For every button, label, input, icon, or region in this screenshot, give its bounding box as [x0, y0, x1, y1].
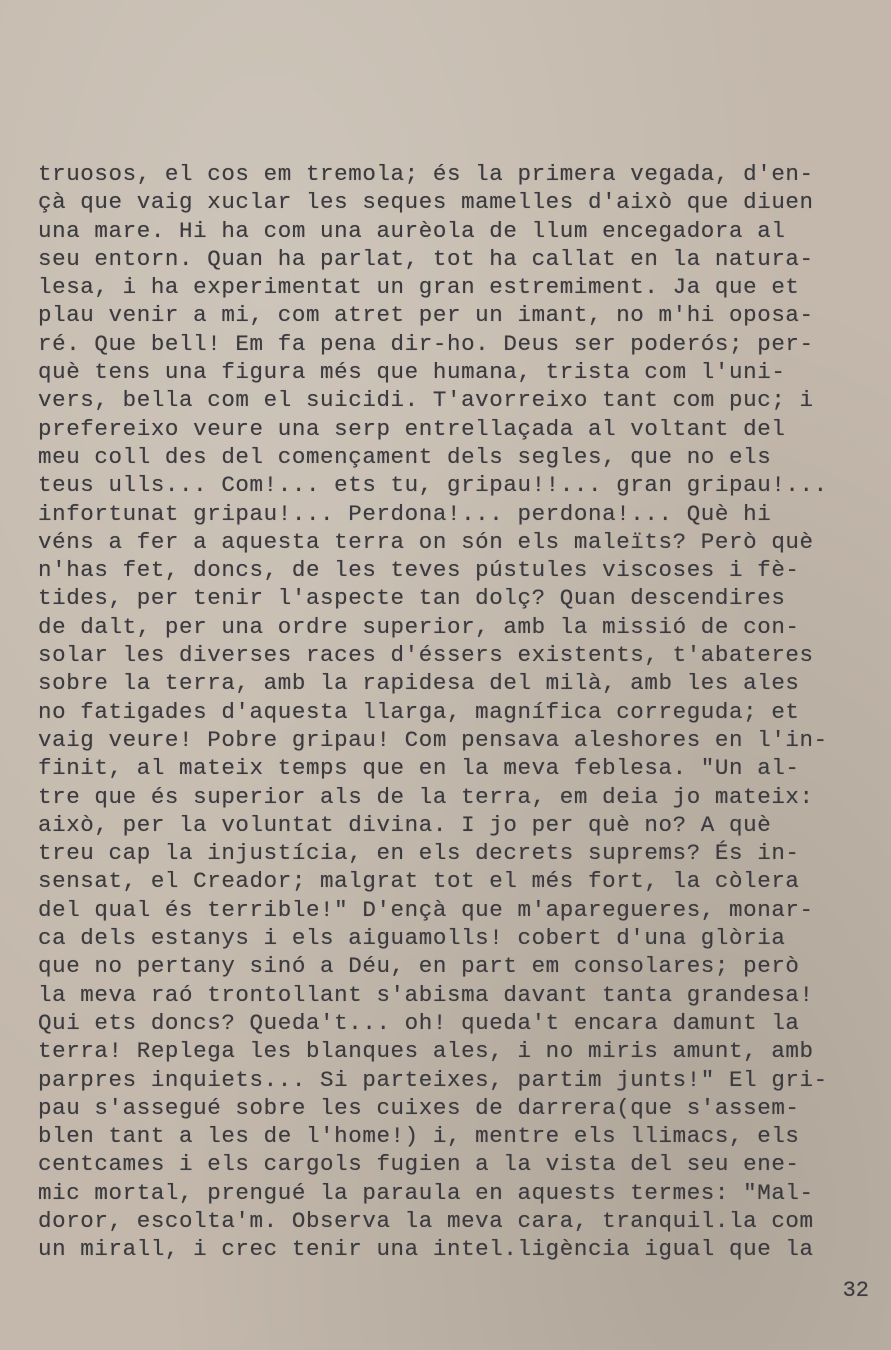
text-line: çà que vaig xuclar les seques mamelles d'això que diuen — [38, 189, 814, 216]
text-line: la meva raó trontollant s'abisma davant tanta grandesa! — [38, 981, 814, 1008]
text-line: vers, bella com el suicidi. T'avorreixo tant com puc; i — [38, 387, 814, 414]
text-line: tre que és superior als de la terra, em deia jo mateix: — [38, 783, 814, 810]
text-line: véns a fer a aquesta terra on són els maleïts? Però què — [38, 528, 814, 555]
text-line: treu cap la injustícia, en els decrets suprems? És in- — [38, 840, 800, 867]
text-line: truosos, el cos em tremola; és la primera vegada, d'en- — [38, 161, 814, 187]
text-line: ré. Que bell! Em fa pena dir-ho. Deus ser poderós; per- — [38, 330, 814, 357]
text-line: lesa, i ha experimentat un gran estremiment. Ja que et — [38, 274, 800, 301]
text-line: terra! Replega les blanques ales, i no miris amunt, amb — [38, 1038, 814, 1065]
text-line: plau venir a mi, com atret per un imant, no m'hi oposa- — [38, 302, 814, 329]
text-line: seu entorn. Quan ha parlat, tot ha callat en la natura- — [38, 245, 814, 272]
text-line: centcames i els cargols fugien a la vista del seu ene- — [38, 1151, 800, 1178]
text-line: que no pertany sinó a Déu, en part em consolares; però — [38, 953, 800, 980]
text-line: sobre la terra, amb la rapidesa del milà, amb les ales — [38, 670, 800, 697]
page-number: 32 — [842, 1278, 869, 1303]
text-line: què tens una figura més que humana, trista com l'uni- — [38, 359, 786, 386]
text-line: mic mortal, prengué la paraula en aquests termes: "Mal- — [38, 1179, 814, 1206]
text-line: això, per la voluntat divina. I jo per què no? A què — [38, 811, 772, 838]
text-line: infortunat gripau!... Perdona!... perdona!... Què hi — [38, 500, 772, 527]
text-line: prefereixo veure una serp entrellaçada al voltant del — [38, 415, 786, 442]
text-line: finit, al mateix temps que en la meva feblesa. "Un al- — [38, 755, 800, 782]
text-line: pau s'assegué sobre les cuixes de darrera(que s'assem- — [38, 1094, 800, 1121]
text-line: parpres inquiets... Si parteixes, partim junts!" El gri- — [38, 1066, 828, 1093]
text-line: no fatigades d'aquesta llarga, magnífica correguda; et — [38, 698, 800, 725]
text-line: Qui ets doncs? Queda't... oh! queda't encara damunt la — [38, 1009, 800, 1036]
text-line: tides, per tenir l'aspecte tan dolç? Quan descendires — [38, 585, 786, 612]
text-line: sensat, el Creador; malgrat tot el més fort, la còlera — [38, 868, 800, 895]
text-line: ca dels estanys i els aiguamolls! cobert d'una glòria — [38, 925, 786, 952]
text-line: doror, escolta'm. Observa la meva cara, tranquil.la com — [38, 1207, 814, 1234]
typewritten-text — [38, 160, 878, 1264]
text-line: una mare. Hi ha com una aurèola de llum encegadora al — [38, 217, 786, 244]
text-line: n'has fet, doncs, de les teves pústules viscoses i fè- — [38, 557, 800, 584]
text-line: blen tant a les de l'home!) i, mentre els llimacs, els — [38, 1123, 800, 1150]
text-line: del qual és terrible!" D'ençà que m'aparegueres, monar- — [38, 896, 814, 923]
text-line: teus ulls... Com!... ets tu, gripau!!... gran gripau!... — [38, 472, 828, 499]
text-line: meu coll des del començament dels segles, que no els — [38, 443, 772, 470]
text-line: un mirall, i crec tenir una intel.ligència igual que la — [38, 1236, 814, 1263]
text-line: de dalt, per una ordre superior, amb la missió de con- — [38, 613, 800, 640]
text-line: vaig veure! Pobre gripau! Com pensava aleshores en l'in- — [38, 726, 828, 753]
text-line: solar les diverses races d'éssers existents, t'abateres — [38, 642, 814, 669]
